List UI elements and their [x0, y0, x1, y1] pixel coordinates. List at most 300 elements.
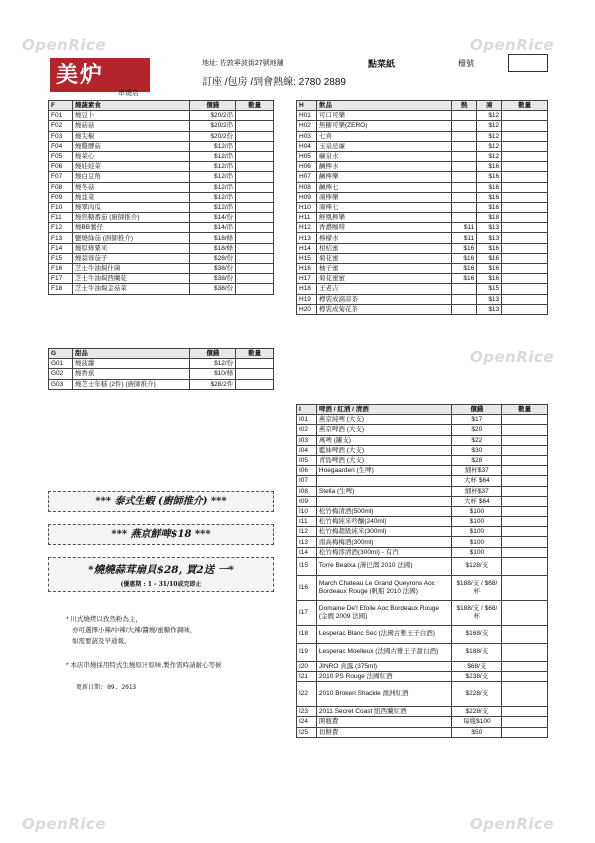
item-code: H07 [297, 172, 317, 182]
item-code: F10 [49, 202, 73, 212]
hot-price [452, 172, 477, 182]
item-price: $50 [452, 727, 502, 737]
item-price: $28 [452, 455, 502, 465]
item-code: I20 [297, 661, 317, 671]
qty-cell[interactable] [502, 192, 548, 202]
item-price: $188/支 / $68/杯 [452, 600, 502, 625]
cold-price: $16 [477, 253, 502, 263]
item-code: F17 [49, 274, 73, 284]
item-code: I13 [297, 537, 317, 547]
item-price: $20 [452, 425, 502, 435]
cold-price: $12 [477, 121, 502, 131]
note-spice-options: 亦可選擇小辣/中辣/大辣/醬燒/蜜糖作調味， [72, 627, 197, 634]
item-name: Lesperac Moelleux (法國古雅王子甜白酒) [316, 643, 452, 661]
hot-price [452, 213, 477, 223]
cold-price: $13 [477, 233, 502, 243]
qty-cell[interactable] [502, 121, 548, 131]
qty-cell[interactable] [502, 661, 548, 671]
item-price: $10/條 [190, 369, 236, 379]
qty-cell[interactable] [502, 223, 548, 233]
item-code: H06 [297, 162, 317, 172]
qty-cell[interactable] [236, 253, 274, 263]
qty-cell[interactable] [236, 369, 274, 379]
item-code: I06 [297, 466, 317, 476]
item-code: F15 [49, 253, 73, 263]
hot-price [452, 141, 477, 151]
qty-cell[interactable] [236, 202, 274, 212]
item-code: H02 [297, 121, 317, 131]
item-code: F01 [49, 111, 73, 121]
column-header: 價錢 [452, 405, 502, 415]
item-code: H13 [297, 233, 317, 243]
item-code: I10 [297, 506, 317, 516]
qty-cell[interactable] [236, 111, 274, 121]
watermark-text: OpenRice [22, 815, 107, 833]
qty-cell[interactable] [502, 707, 548, 717]
item-price: 每瓶$100 [452, 717, 502, 727]
qty-cell[interactable] [236, 151, 274, 161]
item-code: I19 [297, 643, 317, 661]
qty-cell[interactable] [502, 625, 548, 643]
table-header-row [297, 405, 548, 415]
item-price: $20/2串 [190, 111, 236, 121]
hot-price [452, 131, 477, 141]
item-name: 松竹梅清酒(500ml) [316, 506, 452, 516]
item-price: $12/串 [190, 202, 236, 212]
table-row [297, 466, 548, 476]
item-price: $20/2份 [190, 131, 236, 141]
table-row [297, 202, 548, 212]
item-code: G02 [49, 369, 73, 379]
alcohol-table [296, 404, 548, 738]
item-name: 燒白豆角 [72, 172, 189, 182]
item-price: $28/2件 [190, 379, 236, 389]
watermark-text: OpenRice [470, 348, 555, 366]
item-code: F02 [49, 121, 73, 131]
column-header: H [297, 101, 317, 111]
item-name: 燒娃娃菜 [72, 162, 189, 172]
cold-price: $16 [477, 202, 502, 212]
item-code: I22 [297, 682, 317, 707]
table-row [49, 182, 274, 192]
column-header: F [49, 101, 73, 111]
cold-price: $16 [477, 243, 502, 253]
item-code: F13 [49, 233, 73, 243]
table-row [297, 435, 548, 445]
table-row [297, 625, 548, 643]
column-header: 飲品 [316, 101, 451, 111]
item-name: 燒香蕉 [72, 369, 190, 379]
cold-price: $15 [477, 284, 502, 294]
item-name: 樽裝成滴凉茶 [316, 294, 451, 304]
item-price: $22 [452, 435, 502, 445]
qty-cell[interactable] [236, 274, 274, 284]
cold-price: $18 [477, 213, 502, 223]
table-row [49, 111, 274, 121]
cold-price: $16 [477, 274, 502, 284]
item-name: 芝士牛油焗金菇菜 [72, 284, 189, 294]
item-name: 礦泉水 [316, 151, 451, 161]
cold-price: $16 [477, 172, 502, 182]
item-price: $12/串 [190, 172, 236, 182]
column-header: 啤酒 / 紅酒 / 清酒 [316, 405, 452, 415]
qty-cell[interactable] [236, 213, 274, 223]
table-row [297, 415, 548, 425]
item-price: $128/支 [452, 557, 502, 575]
table-header-row [49, 101, 274, 111]
qty-cell[interactable] [502, 294, 548, 304]
qty-cell[interactable] [236, 162, 274, 172]
column-header: 價錢 [190, 349, 236, 359]
table-row [49, 121, 274, 131]
hot-price [452, 202, 477, 212]
column-header: 凍 [477, 101, 502, 111]
qty-cell[interactable] [502, 643, 548, 661]
table-row [297, 537, 548, 547]
hot-price: $16 [452, 274, 477, 284]
qty-cell[interactable] [502, 284, 548, 294]
item-name: 燕京純啤 (大支) [316, 415, 452, 425]
qty-cell[interactable] [502, 455, 548, 465]
table-row [297, 445, 548, 455]
qty-cell[interactable] [502, 274, 548, 284]
item-name: 燒冬菇 [72, 182, 189, 192]
qty-cell[interactable] [502, 233, 548, 243]
item-name: Hoegaarden (生啤) [316, 466, 452, 476]
qty-cell[interactable] [502, 172, 548, 182]
qty-cell[interactable] [502, 466, 548, 476]
item-code: F04 [49, 141, 73, 151]
table-row [297, 557, 548, 575]
qty-cell[interactable] [502, 557, 548, 575]
note-wait-time: * 本店串燒採用特式生燒原汁原味,製作需時請耐心等候 [66, 662, 222, 669]
item-price: $38/份 [190, 284, 236, 294]
item-price: $228/支 [452, 707, 502, 717]
table-row [297, 121, 548, 131]
table-row [297, 717, 548, 727]
item-code: I12 [297, 527, 317, 537]
item-code: I25 [297, 727, 317, 737]
item-code: F14 [49, 243, 73, 253]
qty-cell[interactable] [502, 131, 548, 141]
item-name: 燒豆卜 [72, 111, 189, 121]
item-code: H08 [297, 182, 317, 192]
qty-cell[interactable] [502, 253, 548, 263]
item-name: 王老吉 [316, 284, 451, 294]
item-code: I21 [297, 672, 317, 682]
qty-cell[interactable] [236, 131, 274, 141]
qty-cell[interactable] [502, 517, 548, 527]
item-name: 鹹檸樂 [316, 172, 451, 182]
qty-cell[interactable] [236, 192, 274, 202]
table-number-box[interactable] [508, 54, 548, 72]
table-row [49, 141, 274, 151]
qty-cell[interactable] [502, 435, 548, 445]
item-code: H18 [297, 284, 317, 294]
address: 地址: 佐敦寧波街27號地舖 [202, 60, 284, 67]
qty-cell[interactable] [502, 415, 548, 425]
column-header: 價錢 [190, 101, 236, 111]
item-name: 菊花蜜 [316, 253, 451, 263]
item-price: $18/條 [190, 243, 236, 253]
table-row [297, 264, 548, 274]
qty-cell[interactable] [236, 379, 274, 389]
qty-cell[interactable] [502, 547, 548, 557]
item-code: H19 [297, 294, 317, 304]
item-code: I01 [297, 415, 317, 425]
qty-cell[interactable] [502, 213, 548, 223]
table-row [297, 661, 548, 671]
item-name: 芝士牛油焗什菌 [72, 264, 189, 274]
table-row [49, 253, 274, 263]
table-row [297, 455, 548, 465]
table-row [297, 506, 548, 516]
item-name: 凍檸樂 [316, 192, 451, 202]
table-row [49, 151, 274, 161]
item-name: 燒尖椒 [72, 131, 189, 141]
item-price: 細杯$37 [452, 486, 502, 496]
item-price: $14/份 [190, 213, 236, 223]
table-row [297, 182, 548, 192]
qty-cell[interactable] [502, 425, 548, 435]
note-advance: 如需要請及早通報。 [72, 638, 131, 645]
item-name: Stella (生啤) [316, 486, 452, 496]
item-code: I14 [297, 547, 317, 557]
item-name: 柑桔蜜 [316, 243, 451, 253]
item-code: H16 [297, 264, 317, 274]
qty-cell[interactable] [502, 486, 548, 496]
promo-yanjing-beer: *** 燕京鮮啤$18 *** [48, 524, 274, 545]
qty-cell[interactable] [502, 304, 548, 314]
item-price: $12/串 [190, 141, 236, 151]
item-code: I23 [297, 707, 317, 717]
vegetable-skewer-table [48, 100, 274, 295]
qty-cell[interactable] [502, 496, 548, 506]
item-name: 鹹檸水 [316, 162, 451, 172]
item-name: 玉泉忌廉 [316, 141, 451, 151]
qty-cell[interactable] [502, 243, 548, 253]
table-row [297, 141, 548, 151]
table-row [297, 527, 548, 537]
table-row [49, 379, 274, 389]
item-code: I03 [297, 435, 317, 445]
qty-cell[interactable] [502, 717, 548, 727]
column-header: G [49, 349, 73, 359]
qty-cell[interactable] [502, 182, 548, 192]
item-price: $12/份 [190, 359, 236, 369]
item-price: $100 [452, 547, 502, 557]
table-row [297, 294, 548, 304]
qty-cell[interactable] [502, 202, 548, 212]
table-row [49, 264, 274, 274]
table-row [297, 172, 548, 182]
cold-price: $12 [477, 111, 502, 121]
table-row [297, 425, 548, 435]
item-name: 2010 Broken Shackle 澳洲紅酒 [316, 682, 452, 707]
item-name: 藍妹啤酒 (大支) [316, 445, 452, 455]
qty-cell[interactable] [502, 476, 548, 486]
column-header: 數量 [236, 349, 274, 359]
note-spice: * 川式燒烤以孜然粉為主， [66, 616, 142, 623]
item-code: I16 [297, 575, 317, 600]
item-name: 鹽燒綠茄 (廚師推介) [72, 233, 189, 243]
table-row [297, 233, 548, 243]
qty-cell[interactable] [502, 151, 548, 161]
item-price: $188/支 / $68/杯 [452, 575, 502, 600]
qty-cell[interactable] [502, 141, 548, 151]
item-code: F08 [49, 182, 73, 192]
item-name: 燒菇菇 [72, 121, 189, 131]
qty-cell[interactable] [236, 284, 274, 294]
item-name: 燒韭菜 [72, 192, 189, 202]
cold-price: $12 [477, 151, 502, 161]
table-row [49, 202, 274, 212]
sheet-title: 點菜紙 [368, 59, 396, 69]
cold-price: $13 [477, 223, 502, 233]
hot-price [452, 304, 477, 314]
item-code: H14 [297, 243, 317, 253]
table-row [49, 243, 274, 253]
qty-cell[interactable] [236, 182, 274, 192]
item-price: $18/條 [190, 233, 236, 243]
qty-cell[interactable] [236, 172, 274, 182]
table-row [49, 213, 274, 223]
hot-price [452, 284, 477, 294]
item-price: $12/串 [190, 192, 236, 202]
item-name: 燒翠肉瓜 [72, 202, 189, 212]
item-name: JINRO 真露 (375ml) [316, 661, 452, 671]
item-name: 無糖可樂(ZERO) [316, 121, 451, 131]
table-row [297, 111, 548, 121]
hot-price [452, 121, 477, 131]
logo-subtitle: 串燒店 [118, 90, 139, 97]
qty-cell[interactable] [502, 537, 548, 547]
item-name: 松竹梅超級純米(300ml) [316, 527, 452, 537]
item-price: $20/2串 [190, 121, 236, 131]
qty-cell[interactable] [502, 682, 548, 707]
item-price: $238/支 [452, 672, 502, 682]
table-row [297, 575, 548, 600]
item-name: 2010 PS Rouge 法國紅酒 [316, 672, 452, 682]
table-row [297, 223, 548, 233]
table-row [49, 131, 274, 141]
promo-scallop-period: (優惠期 : 1 - 31/10或完即止 [120, 581, 202, 588]
item-name: Lesperac Blanc Sec (法國古雅王子白酒) [316, 625, 452, 643]
table-row [297, 213, 548, 223]
item-name: 燕京啤酒 (大支) [316, 425, 452, 435]
item-name: 萬啤 (罐支) [316, 435, 452, 445]
qty-cell[interactable] [236, 359, 274, 369]
qty-cell[interactable] [502, 527, 548, 537]
item-name: 菊花蜜蜜 [316, 274, 451, 284]
qty-cell[interactable] [236, 233, 274, 243]
qty-cell[interactable] [236, 121, 274, 131]
item-price: $12/串 [190, 182, 236, 192]
item-code: H10 [297, 202, 317, 212]
item-name: 燒雞髀菇 [72, 141, 189, 151]
item-name: 切餅費 [316, 727, 452, 737]
item-name: 燒芝士年糕 (2件) (廚師推介) [72, 379, 190, 389]
item-name: 松竹梅澪清酒(300ml) - 有汽 [316, 547, 452, 557]
hot-price [452, 151, 477, 161]
table-row [297, 284, 548, 294]
item-code: H15 [297, 253, 317, 263]
item-name: 鹹檸七 [316, 182, 451, 192]
table-row [297, 496, 548, 506]
item-name: 檸檬水 [316, 233, 451, 243]
qty-cell[interactable] [502, 506, 548, 516]
item-name: 可口可樂 [316, 111, 451, 121]
item-name: 開瓶費 [316, 717, 452, 727]
table-row [297, 707, 548, 717]
item-price: $100 [452, 537, 502, 547]
hot-price: $11 [452, 233, 477, 243]
qty-cell[interactable] [236, 243, 274, 253]
qty-cell[interactable] [502, 264, 548, 274]
qty-cell[interactable] [236, 264, 274, 274]
table-row [297, 727, 548, 737]
item-code: G01 [49, 359, 73, 369]
restaurant-logo: 美炉 [50, 58, 150, 92]
item-price: $28/份 [190, 253, 236, 263]
item-name: 七喜 [316, 131, 451, 141]
update-date: 更新日期: 09. 2013 [76, 684, 137, 691]
column-header: 熱 [452, 101, 477, 111]
qty-cell[interactable] [502, 445, 548, 455]
cold-price: $12 [477, 141, 502, 151]
item-price: $38/份 [190, 274, 236, 284]
item-name: 鮮凰檸樂 [316, 213, 451, 223]
item-price: 大杯 $64 [452, 476, 502, 486]
hot-price: $16 [452, 264, 477, 274]
qty-cell[interactable] [236, 223, 274, 233]
drinks-table [296, 100, 548, 315]
table-row [297, 243, 548, 253]
qty-cell[interactable] [502, 111, 548, 121]
item-price: $14/串 [190, 223, 236, 233]
table-row [297, 151, 548, 161]
item-code: F16 [49, 264, 73, 274]
watermark-text: OpenRice [22, 36, 107, 54]
item-code: I11 [297, 517, 317, 527]
item-price: $68/支 [452, 661, 502, 671]
table-row [49, 284, 274, 294]
table-row [297, 682, 548, 707]
item-price: $38/份 [190, 264, 236, 274]
qty-cell[interactable] [236, 141, 274, 151]
item-code: I15 [297, 557, 317, 575]
item-code: I24 [297, 717, 317, 727]
qty-cell[interactable] [502, 575, 548, 600]
promo-scallop [48, 557, 274, 592]
qty-cell[interactable] [502, 727, 548, 737]
item-name [316, 476, 452, 486]
table-header-row [297, 101, 548, 111]
cold-price: $16 [477, 162, 502, 172]
column-header: I [297, 405, 317, 415]
item-price: $188/支 [452, 643, 502, 661]
item-price: $17 [452, 415, 502, 425]
qty-cell[interactable] [502, 600, 548, 625]
qty-cell[interactable] [502, 162, 548, 172]
qty-cell[interactable] [502, 672, 548, 682]
item-code: F05 [49, 151, 73, 161]
booking-hotline: 訂座 /包房 /到會熱線: 2780 2889 [202, 77, 346, 88]
hot-price [452, 192, 477, 202]
cold-price: $16 [477, 192, 502, 202]
cold-price: $13 [477, 304, 502, 314]
table-row [49, 369, 274, 379]
